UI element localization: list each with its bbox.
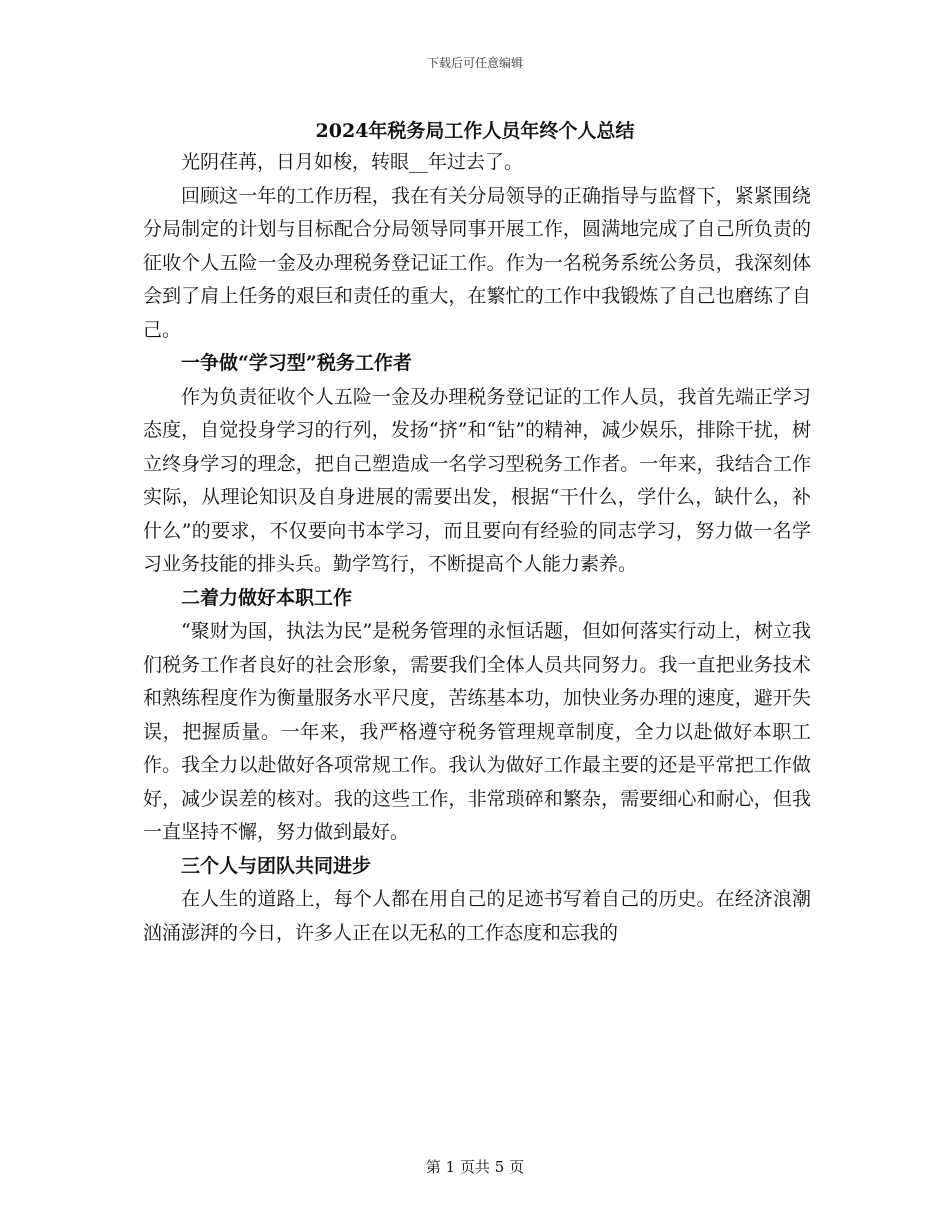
paragraph-section-2: “聚财为国，执法为民”是税务管理的永恒话题，但如何落实行动上，树立我们税务工作者良好的社会形象，需要我们全体人员共同努力。我一直把业务技术和熟练程度作为衡量服务水平尺度，苦练基本功，加快业务办理的速度，避开失误，把握质量。一年来，我严格遵守税务管理规章制度，全力以赴做好本职工作。我全力以赴做好各项常规工作。我认为做好工作最主要的还是平常把工作做好，减少误差的核对。我的这些工作，非常琐碎和繁杂，需要细心和耐心，但我一直坚持不懈，努力做到最好。 [143, 620, 811, 843]
paragraph-section-1: 作为负责征收个人五险一金及办理税务登记证的工作人员，我首先端正学习态度，自觉投身学习的行列，发扬“挤”和“钻”的精神，减少娱乐，排除干扰，树立终身学习的理念，把自己塑造成一名学习型税务工作者。一年来，我结合工作实际，从理论知识及自身进展的需要出发，根据“干什么，学什么，缺什么，补什么”的要求，不仅要向书本学习，而且要向有经验的同志学习，努力做一名学习业务技能的排头兵。勤学笃行，不断提高个人能力素养。 [143, 385, 811, 575]
document-body [143, 146, 811, 950]
paragraph-review: 回顾这一年的工作历程，我在有关分局领导的正确指导与监督下，紧紧围绕分局制定的计划与目标配合分局领导同事开展工作，圆满地完成了自己所负责的征收个人五险一金及办理税务登记证工作。作为一名税务系统公务员，我深刻体会到了肩上任务的艰巨和责任的重大，在繁忙的工作中我锻炼了自己也磨练了自己。 [143, 184, 811, 341]
page-header: 下载后可任意编辑 [426, 56, 523, 70]
document-title: 2024年税务局工作人员年终个人总结 [315, 120, 635, 142]
section-heading-2: 二着力做好本职工作 [181, 586, 353, 609]
section-heading-1: 一争做“学习型”税务工作者 [181, 352, 412, 374]
section-heading-3: 三个人与团队共同进步 [181, 854, 372, 877]
paragraph-section-3: 在人生的道路上，每个人都在用自己的足迹书写着自己的历史。在经济浪潮汹涌澎湃的今日，许多人正在以无私的工作态度和忘我的 [143, 888, 811, 944]
paragraph-intro: 光阴荏苒，日月如梭，转眼__年过去了。 [181, 151, 524, 173]
page-footer: 第 1 页共 5 页 [425, 1158, 525, 1176]
